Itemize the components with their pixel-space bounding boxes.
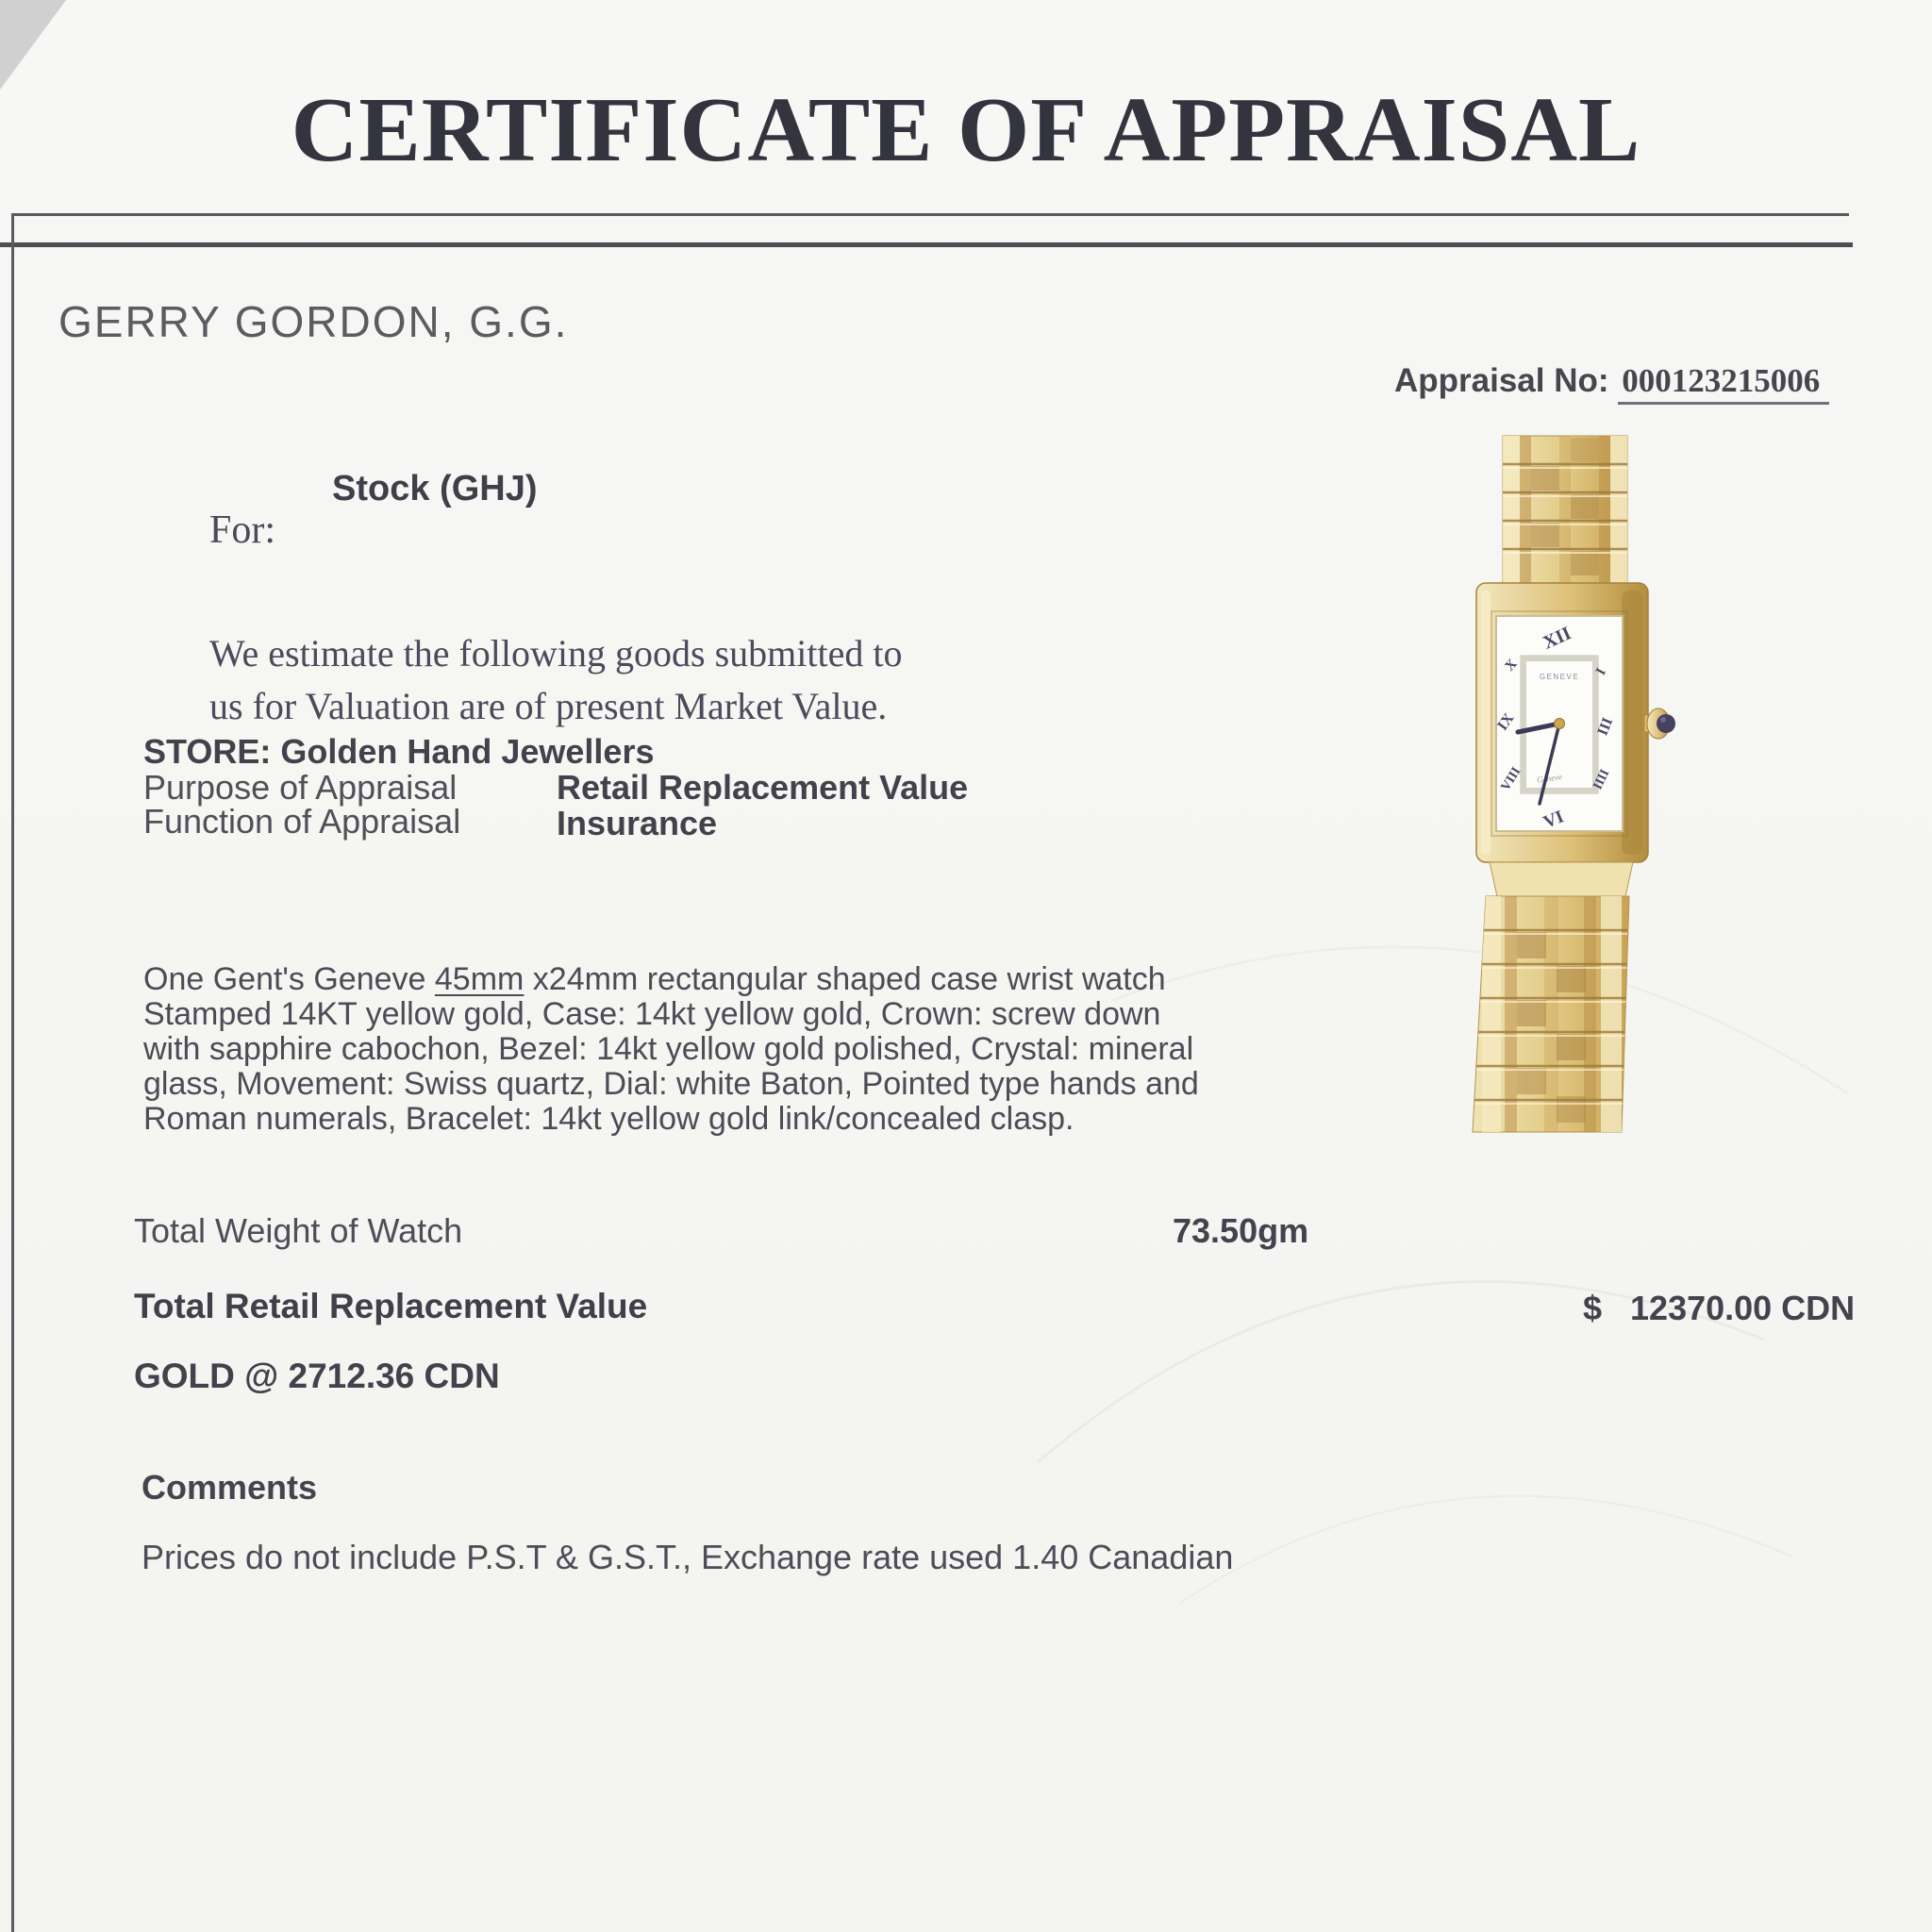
client-value: Stock (GHJ) — [332, 469, 538, 508]
function-value: Insurance — [557, 804, 718, 842]
appraiser-name: GERRY GORDON, G.G. — [58, 297, 569, 346]
crown-cabochon — [1644, 708, 1675, 739]
currency-symbol: $ — [1583, 1289, 1603, 1327]
weight-value: 73.50gm — [1173, 1211, 1309, 1250]
left-border-line — [11, 213, 14, 1932]
item-description — [143, 962, 1224, 1137]
appraisal-number-value: 000123215006 — [1618, 362, 1829, 405]
dial-brand-text: GENEVE — [1539, 673, 1580, 681]
description-part2: x24mm rectangular shaped case wrist watch Stamped 14KT yellow gold, Case: 14kt yellow gold, Crown: screw down with sapphire cabochon, Bezel: 14kt yellow gold polished, Crystal: mineral glass, Movement: Swiss quartz, Dial: white Baton, Pointed type hands and Roman numerals, Bracelet: 14kt yellow gold link/concealed clasp. — [143, 961, 1199, 1137]
estimate-line-1: We estimate the following goods submitted to — [209, 632, 903, 675]
hands-center-cap — [1555, 719, 1565, 729]
function-label: Function of Appraisal — [143, 802, 461, 841]
retail-value-label: Total Retail Replacement Value — [134, 1287, 648, 1325]
bracelet-bottom — [1473, 862, 1633, 1132]
numeral-iiii: IIII — [1591, 767, 1613, 792]
retail-value-row — [1583, 1289, 1855, 1328]
numeral-viii: VIII — [1498, 764, 1524, 794]
description-underlined-measure: 45mm — [434, 961, 525, 997]
numeral-vi: VI — [1541, 807, 1567, 833]
numeral-iii: III — [1594, 715, 1617, 739]
comments-label: Comments — [142, 1468, 318, 1507]
numeral-xii: XII — [1540, 623, 1574, 654]
numeral-i: I — [1593, 665, 1609, 678]
header-rule-thick — [0, 242, 1853, 247]
appraisal-number-row — [1394, 362, 1829, 400]
scan-corner-artifact — [0, 0, 66, 90]
dial-script-text: Geneve — [1536, 772, 1563, 785]
comments-text: Prices do not include P.S.T & G.S.T., Exchange rate used 1.40 Canadian — [142, 1538, 1234, 1576]
gold-rate-line: GOLD @ 2712.36 CDN — [134, 1357, 500, 1395]
purpose-value: Retail Replacement Value — [557, 768, 969, 807]
appraisal-number-label: Appraisal No: — [1394, 362, 1609, 399]
description-part1: One Gent's Geneve — [143, 961, 435, 997]
store-line: STORE: Golden Hand Jewellers — [143, 732, 655, 771]
retail-value-amount: 12370.00 CDN — [1630, 1289, 1856, 1327]
watch-photo — [1465, 430, 1693, 1138]
for-label: For: — [209, 508, 276, 552]
numeral-ix: IX — [1494, 710, 1518, 734]
bracelet-top — [1503, 436, 1627, 585]
page-title: CERTIFICATE OF APPRAISAL — [291, 79, 1641, 181]
numeral-x: X — [1502, 656, 1521, 675]
weight-label: Total Weight of Watch — [134, 1211, 463, 1250]
header-rule-thin — [11, 213, 1849, 216]
purpose-label: Purpose of Appraisal — [143, 768, 458, 807]
watch-dial — [1494, 616, 1623, 833]
estimate-line-2: us for Valuation are of present Market Value. — [209, 685, 888, 727]
